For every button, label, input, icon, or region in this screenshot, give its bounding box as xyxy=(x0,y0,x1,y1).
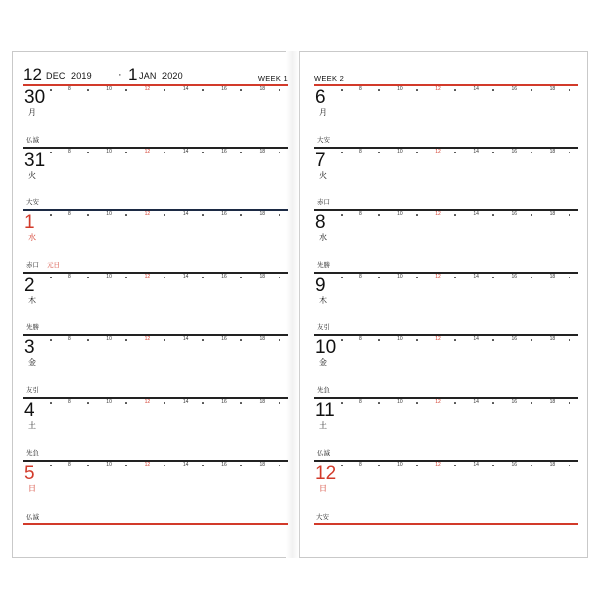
hour-tick: 14 xyxy=(182,461,189,468)
half-hour-dot xyxy=(202,402,204,404)
rokuyo-label: 先勝 xyxy=(26,324,39,332)
hour-tick: 8 xyxy=(359,461,362,468)
left-page xyxy=(12,51,286,558)
day-of-week: 金 xyxy=(319,358,327,368)
half-hour-dot xyxy=(87,339,89,341)
half-hour-dot xyxy=(378,214,380,216)
half-hour-dot xyxy=(125,402,127,404)
half-hour-dot xyxy=(454,152,456,154)
left-header xyxy=(23,66,288,86)
hour-tick: 10 xyxy=(106,86,112,92)
half-hour-dot xyxy=(454,465,456,467)
day-rule xyxy=(23,209,288,211)
day-rule xyxy=(23,460,288,462)
hour-tick: 14 xyxy=(182,148,189,155)
half-hour-dot xyxy=(569,214,571,216)
half-hour-dot xyxy=(87,214,89,216)
hour-tick: 16 xyxy=(221,211,227,218)
half-hour-dot xyxy=(454,402,456,404)
hour-tick: 12 xyxy=(144,273,151,280)
hour-tick: 16 xyxy=(511,211,517,218)
half-hour-dot xyxy=(454,339,456,341)
hour-tick: 8 xyxy=(68,148,71,155)
day-rule xyxy=(314,397,578,399)
half-hour-dot xyxy=(279,339,281,341)
day-of-week: 金 xyxy=(28,358,36,368)
half-hour-dot xyxy=(569,89,571,91)
rokuyo-label: 先勝 xyxy=(317,261,330,269)
half-hour-dot xyxy=(50,214,52,216)
half-hour-dot xyxy=(87,465,89,467)
half-hour-dot xyxy=(454,214,456,216)
rokuyo-label: 友引 xyxy=(26,387,39,394)
hour-tick: 16 xyxy=(511,399,517,405)
hour-tick: 8 xyxy=(68,273,71,280)
half-hour-dot xyxy=(454,89,456,91)
hour-tick: 8 xyxy=(68,461,71,468)
day-of-week: 月 xyxy=(28,108,36,117)
right-footer-rokuyo: 大安 xyxy=(316,514,329,521)
half-hour-dot xyxy=(50,339,52,341)
rokuyo-label: 友引 xyxy=(317,324,330,332)
half-hour-dot xyxy=(492,214,494,216)
hour-tick: 8 xyxy=(68,399,71,405)
day-number: 31 xyxy=(24,149,46,171)
end-day: 1 xyxy=(128,65,138,84)
half-hour-dot xyxy=(378,152,380,154)
day-number: 6 xyxy=(315,87,326,108)
hour-tick: 18 xyxy=(259,336,266,343)
half-hour-dot xyxy=(240,465,242,467)
hour-tick: 18 xyxy=(259,148,266,155)
rokuyo-label: 赤口 xyxy=(317,199,330,207)
day-number: 12 xyxy=(315,462,337,484)
hour-tick: 14 xyxy=(473,273,479,280)
hour-tick: 16 xyxy=(221,148,227,155)
hour-tick: 18 xyxy=(549,273,556,280)
hour-tick: 12 xyxy=(435,86,441,92)
day-rule xyxy=(314,334,578,336)
left-header-rule xyxy=(23,84,288,86)
hour-tick: 14 xyxy=(182,273,189,280)
day-rule xyxy=(23,147,288,149)
rokuyo-label: 先負 xyxy=(26,449,39,457)
left-footer-rule xyxy=(23,523,288,525)
half-hour-dot xyxy=(87,152,89,154)
half-hour-dot xyxy=(240,402,242,404)
rokuyo-label: 仏滅 xyxy=(317,449,330,457)
hour-tick: 10 xyxy=(397,211,403,218)
hour-tick: 18 xyxy=(259,273,266,280)
hour-tick: 16 xyxy=(221,273,227,280)
half-hour-dot xyxy=(492,152,494,154)
day-rule xyxy=(314,147,578,149)
half-hour-dot xyxy=(341,339,343,341)
half-hour-dot xyxy=(341,89,343,91)
hour-tick: 12 xyxy=(435,148,441,155)
half-hour-dot xyxy=(341,152,343,154)
half-hour-dot xyxy=(240,89,242,91)
hour-tick: 14 xyxy=(473,211,479,218)
hour-tick: 12 xyxy=(435,399,441,405)
hour-tick: 14 xyxy=(182,336,189,343)
half-hour-dot xyxy=(87,89,89,91)
half-hour-dot xyxy=(341,214,343,216)
hour-tick: 12 xyxy=(435,461,441,468)
right-page xyxy=(299,51,588,558)
day-of-week: 木 xyxy=(319,295,327,305)
holiday-label: 元日 xyxy=(47,261,60,269)
binding-gutter xyxy=(286,51,299,558)
hour-tick: 14 xyxy=(473,86,479,92)
half-hour-dot xyxy=(87,402,89,404)
day-of-week: 火 xyxy=(28,170,36,180)
half-hour-dot xyxy=(202,89,204,91)
hour-tick: 14 xyxy=(473,148,479,155)
half-hour-dot xyxy=(50,89,52,91)
day-of-week: 火 xyxy=(319,170,327,180)
half-hour-dot xyxy=(569,402,571,404)
hour-tick: 8 xyxy=(68,211,71,218)
hour-tick: 10 xyxy=(106,336,112,343)
hour-tick: 10 xyxy=(397,336,403,343)
hour-tick: 10 xyxy=(397,273,403,280)
day-rule xyxy=(23,272,288,274)
hour-tick: 12 xyxy=(144,211,151,218)
half-hour-dot xyxy=(341,465,343,467)
hour-tick: 10 xyxy=(106,399,112,405)
rokuyo-label: 仏滅 xyxy=(26,136,39,144)
day-of-week: 水 xyxy=(319,233,327,243)
half-hour-dot xyxy=(492,402,494,404)
day-of-week: 日 xyxy=(319,483,327,493)
hour-tick: 10 xyxy=(397,399,403,405)
hour-tick: 10 xyxy=(106,461,112,468)
half-hour-dot xyxy=(202,152,204,154)
hour-tick: 12 xyxy=(435,211,441,218)
half-hour-dot xyxy=(492,465,494,467)
day-number: 4 xyxy=(24,400,35,421)
half-hour-dot xyxy=(531,402,533,404)
day-of-week: 土 xyxy=(319,421,327,430)
day-of-week: 土 xyxy=(28,421,36,430)
day-of-week: 日 xyxy=(28,483,36,493)
hour-tick: 18 xyxy=(549,211,556,218)
start-day: 12 xyxy=(23,65,42,84)
hour-tick: 10 xyxy=(106,148,112,155)
half-hour-dot xyxy=(50,152,52,154)
day-rule xyxy=(314,460,578,462)
half-hour-dot xyxy=(125,152,127,154)
day-rule xyxy=(23,334,288,336)
hour-tick: 12 xyxy=(144,86,151,92)
hour-tick: 18 xyxy=(549,399,556,405)
hour-tick: 8 xyxy=(359,399,362,405)
hour-tick: 14 xyxy=(473,399,479,405)
half-hour-dot xyxy=(50,465,52,467)
half-hour-dot xyxy=(125,214,127,216)
hour-tick: 14 xyxy=(473,461,479,468)
hour-tick: 18 xyxy=(259,211,266,218)
half-hour-dot xyxy=(416,214,418,216)
half-hour-dot xyxy=(341,402,343,404)
start-month-year: DEC 2019 xyxy=(46,71,92,81)
hour-tick: 12 xyxy=(435,336,441,343)
half-hour-dot xyxy=(240,339,242,341)
rokuyo-label: 赤口 xyxy=(26,261,39,269)
half-hour-dot xyxy=(531,465,533,467)
half-hour-dot xyxy=(531,214,533,216)
half-hour-dot xyxy=(531,152,533,154)
half-hour-dot xyxy=(202,465,204,467)
day-number: 7 xyxy=(315,149,326,171)
hour-tick: 16 xyxy=(221,461,227,468)
hour-tick: 10 xyxy=(106,273,112,280)
half-hour-dot xyxy=(416,339,418,341)
hour-tick: 12 xyxy=(144,148,151,155)
half-hour-dot xyxy=(569,339,571,341)
hour-tick: 12 xyxy=(144,461,151,468)
half-hour-dot xyxy=(378,339,380,341)
half-hour-dot xyxy=(378,89,380,91)
half-hour-dot xyxy=(531,339,533,341)
rokuyo-label: 先負 xyxy=(317,387,330,394)
hour-tick: 8 xyxy=(68,86,71,92)
half-hour-dot xyxy=(202,339,204,341)
day-number: 9 xyxy=(315,274,326,296)
half-hour-dot xyxy=(492,339,494,341)
day-number: 11 xyxy=(315,400,335,421)
day-rule xyxy=(314,272,578,274)
right-header xyxy=(314,66,578,86)
hour-tick: 16 xyxy=(511,86,517,92)
day-of-week: 月 xyxy=(319,108,327,117)
half-hour-dot xyxy=(279,89,281,91)
hour-tick: 8 xyxy=(359,211,362,218)
half-hour-dot xyxy=(378,402,380,404)
right-footer-rule xyxy=(314,523,578,525)
hour-tick: 18 xyxy=(549,461,556,468)
half-hour-dot xyxy=(416,402,418,404)
day-rule xyxy=(23,397,288,399)
hour-tick: 16 xyxy=(221,399,227,405)
hour-tick: 18 xyxy=(549,148,556,155)
end-month-year: JAN 2020 xyxy=(139,71,183,81)
hour-tick: 8 xyxy=(359,86,362,92)
day-number: 30 xyxy=(24,87,46,108)
hour-tick: 12 xyxy=(435,273,441,280)
day-number: 1 xyxy=(24,212,35,234)
hour-tick: 16 xyxy=(221,336,227,343)
hour-tick: 8 xyxy=(359,273,362,280)
hour-tick: 16 xyxy=(511,336,517,343)
hour-tick: 10 xyxy=(106,211,112,218)
half-hour-dot xyxy=(416,89,418,91)
hour-tick: 18 xyxy=(549,86,556,92)
day-of-week: 木 xyxy=(28,295,36,305)
hour-tick: 14 xyxy=(182,86,189,92)
header-separator: · xyxy=(118,69,122,81)
hour-tick: 8 xyxy=(359,336,362,343)
right-header-rule xyxy=(314,84,578,86)
left-footer-rokuyo: 仏滅 xyxy=(26,514,39,521)
hour-tick: 18 xyxy=(259,461,266,468)
half-hour-dot xyxy=(240,214,242,216)
week-label-left: WEEK 1 xyxy=(257,74,288,83)
hour-tick: 12 xyxy=(144,399,151,405)
half-hour-dot xyxy=(416,152,418,154)
hour-tick: 14 xyxy=(473,336,479,343)
hour-tick: 10 xyxy=(397,461,403,468)
half-hour-dot xyxy=(202,214,204,216)
half-hour-dot xyxy=(492,89,494,91)
hour-tick: 8 xyxy=(68,336,71,343)
half-hour-dot xyxy=(50,402,52,404)
half-hour-dot xyxy=(125,339,127,341)
hour-tick: 8 xyxy=(359,148,362,155)
day-number: 10 xyxy=(315,337,337,359)
hour-tick: 10 xyxy=(397,148,403,155)
hour-tick: 14 xyxy=(182,211,189,218)
day-of-week: 水 xyxy=(28,233,36,243)
hour-tick: 12 xyxy=(144,336,151,343)
hour-tick: 10 xyxy=(397,86,403,92)
hour-tick: 18 xyxy=(259,399,266,405)
day-number: 2 xyxy=(24,274,35,296)
day-number: 8 xyxy=(315,212,326,234)
hour-tick: 16 xyxy=(511,461,517,468)
week-label-right: WEEK 2 xyxy=(314,74,345,83)
day-number: 5 xyxy=(24,462,35,484)
half-hour-dot xyxy=(416,465,418,467)
hour-tick: 18 xyxy=(549,336,556,343)
hour-tick: 18 xyxy=(259,86,266,92)
day-rule xyxy=(314,209,578,211)
half-hour-dot xyxy=(125,465,127,467)
half-hour-dot xyxy=(125,89,127,91)
hour-tick: 14 xyxy=(182,399,189,405)
half-hour-dot xyxy=(378,465,380,467)
half-hour-dot xyxy=(279,214,281,216)
rokuyo-label: 大安 xyxy=(317,136,330,144)
rokuyo-label: 大安 xyxy=(26,199,39,207)
half-hour-dot xyxy=(240,152,242,154)
hour-tick: 16 xyxy=(511,148,517,155)
half-hour-dot xyxy=(531,89,533,91)
day-number: 3 xyxy=(24,337,35,359)
hour-tick: 16 xyxy=(221,86,227,92)
hour-tick: 16 xyxy=(511,273,517,280)
half-hour-dot xyxy=(279,402,281,404)
